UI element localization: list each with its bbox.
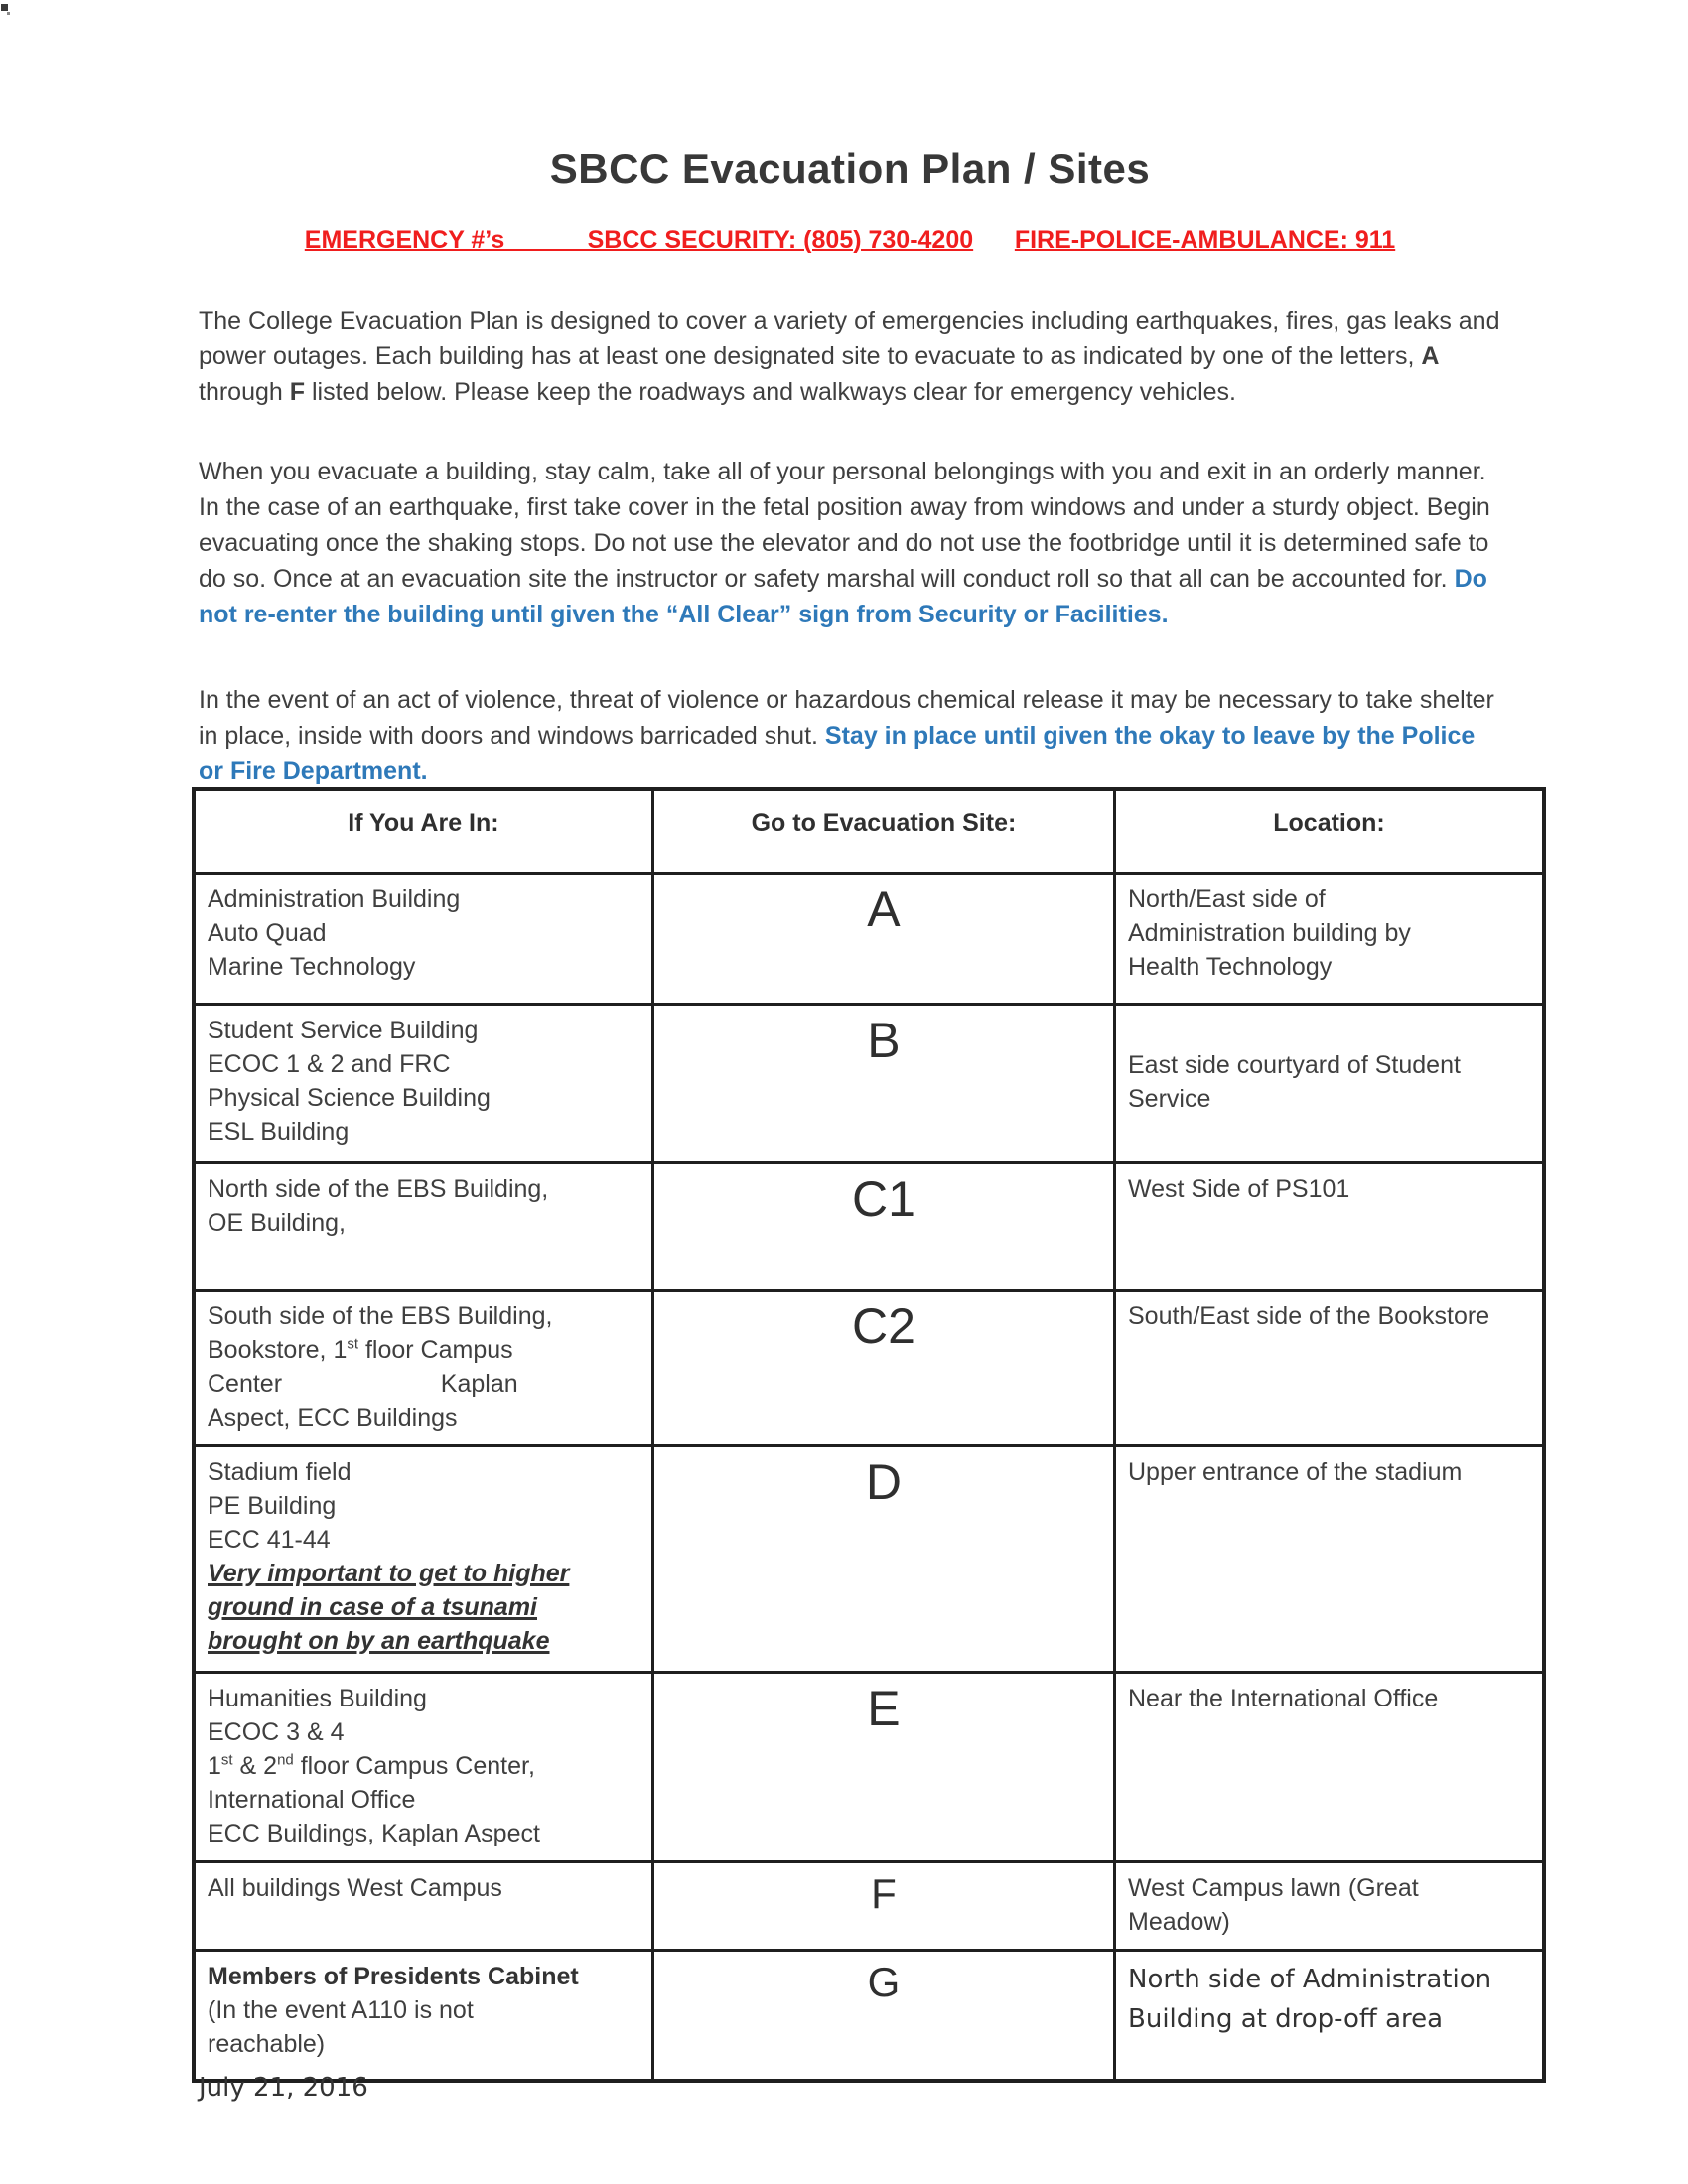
cell-line: North side of Administration [1128,1964,1492,1994]
evacuation-site-cell [652,1950,1114,2081]
paragraph-shelter-in-place [199,682,1501,789]
table-row-site-c1 [194,1162,1544,1290]
location-cell [1115,1861,1545,1950]
cell-line: Meadow) [1128,1907,1230,1936]
cell-line [208,1333,639,1367]
table-row-site-c2 [194,1290,1544,1445]
site-letter: A [867,881,901,937]
evacuation-site-cell [652,1162,1114,1290]
cell-line: ECC 41-44 [208,1525,331,1554]
cell-line: ESL Building [208,1117,350,1146]
text-run: A [1421,342,1440,370]
column-header-location: Location: [1115,789,1545,873]
site-letter: D [865,1453,902,1510]
table-row-site-f [194,1861,1544,1950]
superscript-text: st [347,1335,359,1353]
superscript-text: st [220,1751,233,1769]
cell-line: Health Technology [1128,952,1333,981]
table-row-site-g [194,1950,1544,2081]
cell-line: Stadium field [208,1457,352,1486]
text-run: listed below. Please keep the roadways and walkways clear for emergency vehicles. [305,378,1237,406]
cell-line: Members of Presidents Cabinet [208,1962,579,1990]
if-you-are-in-cell [194,873,652,1004]
location-cell [1115,1950,1545,2081]
paragraph-evacuation-plan-intro [199,303,1501,410]
if-you-are-in-cell [194,1004,652,1162]
evacuation-sites-table [192,787,1546,2083]
column-header-if-you-are-in: If You Are In: [194,789,652,873]
text-run: Bookstore, 1 [208,1335,348,1364]
cell-line: Service [1128,1085,1211,1113]
site-letter: F [871,1869,897,1917]
cell-line: South/East side of the Bookstore [1128,1301,1490,1330]
cell-line: Student Service Building [208,1016,479,1044]
page-title: SBCC Evacuation Plan / Sites [549,145,1151,192]
if-you-are-in-cell [194,1672,652,1861]
text-run: Stay in place until given the okay to leave by the Police or Fire Department. [199,722,1476,785]
text-run: The College Evacuation Plan is designed to cover a variety of emergencies including earthquakes, fires, gas leaks and power outages. Each building has at least one designated site to evacuate to as indicated by one of the letters, [199,307,1500,370]
cell-line: OE Building, [208,1208,346,1237]
location-cell [1115,1004,1545,1162]
evacuation-site-cell [652,1861,1114,1950]
cell-line: Building at drop-off area [1128,2003,1444,2034]
site-letter: G [867,1958,901,2005]
paragraph-evacuation-procedure [199,454,1501,632]
site-letter: E [867,1680,901,1736]
location-cell [1115,873,1545,1004]
cell-line: East side courtyard of Student [1128,1051,1461,1079]
evacuation-site-cell [652,873,1114,1004]
if-you-are-in-cell [194,1290,652,1445]
table-row-site-e [194,1672,1544,1861]
cell-line: Humanities Building [208,1684,427,1712]
text-run: & 2 [232,1751,278,1780]
cell-line: Marine Technology [208,952,416,981]
cell-line: South side of the EBS Building, [208,1301,553,1330]
cell-line: ECC Buildings, Kaplan Aspect [208,1819,540,1847]
evacuation-site-cell [652,1290,1114,1445]
text-run: through [199,378,290,406]
cell-line: ECOC 3 & 4 [208,1717,345,1746]
scan-artifact [1,4,8,11]
text-run: 1 [208,1751,221,1780]
cell-line: Administration Building [208,885,461,913]
cell-line: Very important to get to higher [208,1559,570,1587]
location-cell [1115,1672,1545,1861]
cell-line: North/East side of [1128,885,1326,913]
cell-line: All buildings West Campus [208,1873,502,1902]
if-you-are-in-cell [194,1445,652,1672]
cell-line: Near the International Office [1128,1684,1439,1712]
text-run [973,226,1015,254]
site-letter: C2 [851,1297,915,1354]
cell-line: ground in case of a tsunami [208,1592,537,1621]
site-letter: C1 [851,1170,915,1227]
emergency-numbers-line [199,226,1501,255]
cell-line: Physical Science Building [208,1083,491,1112]
text-run: F [289,378,306,406]
text-run: EMERGENCY #’s SBCC SECURITY: (805) 730-4200 [304,226,974,254]
table-row-site-d [194,1445,1544,1672]
table-row-site-b [194,1004,1544,1162]
site-letter: B [867,1012,901,1068]
footer-date: July 21, 2016 [199,2073,368,2103]
table-row-site-a [194,873,1544,1004]
table-body [194,873,1544,2081]
cell-line: reachable) [208,2029,326,2058]
evacuation-site-cell [652,1445,1114,1672]
cell-line: (In the event A110 is not [208,1995,474,2024]
if-you-are-in-cell [194,1162,652,1290]
cell-line: West Campus lawn (Great [1128,1873,1419,1902]
cell-line: Aspect, ECC Buildings [208,1403,458,1432]
cell-line: Administration building by [1128,918,1411,947]
column-header-evacuation-site: Go to Evacuation Site: [652,789,1114,873]
cell-line [208,1749,639,1783]
cell-line: PE Building [208,1491,337,1520]
cell-line: Center Kaplan [208,1369,518,1398]
document-content [199,0,1501,789]
text-run: When you evacuate a building, stay calm, take all of your personal belongings with you and exit in an orderly manner. In the case of an earthquake, first take cover in the fetal position away from windows and under a sturdy object. Begin evacuating once the shaking stops. Do not use the elevator and do not use the footbridge until it is determined safe to do so. Once at an evacuation site the instructor or safety marshal will conduct roll so that all can be accounted for. [199,458,1490,593]
cell-line: Auto Quad [208,918,327,947]
location-cell [1115,1290,1545,1445]
cell-line: West Side of PS101 [1128,1174,1350,1203]
if-you-are-in-cell [194,1861,652,1950]
table-header-row [194,789,1544,873]
text-run: floor Campus Center, [293,1751,535,1780]
evacuation-site-cell [652,1004,1114,1162]
text-run: floor Campus [358,1335,513,1364]
text-run: FIRE-POLICE-AMBULANCE: 911 [1014,226,1396,254]
cell-line: Upper entrance of the stadium [1128,1457,1463,1486]
text-run: In the event of an act of violence, threat of violence or hazardous chemical release it may be necessary to take shelter in place, inside with doors and windows barricaded shut. [199,686,1494,750]
location-cell [1115,1445,1545,1672]
cell-line: brought on by an earthquake [208,1626,550,1655]
superscript-text: nd [277,1751,294,1769]
cell-line: ECOC 1 & 2 and FRC [208,1049,451,1078]
cell-line: International Office [208,1785,416,1814]
cell-line: North side of the EBS Building, [208,1174,549,1203]
evacuation-site-cell [652,1672,1114,1861]
location-cell [1115,1162,1545,1290]
text-run: Do not re-enter the building until given the “All Clear” sign from Security or Facilities. [199,565,1487,628]
if-you-are-in-cell [194,1950,652,2081]
